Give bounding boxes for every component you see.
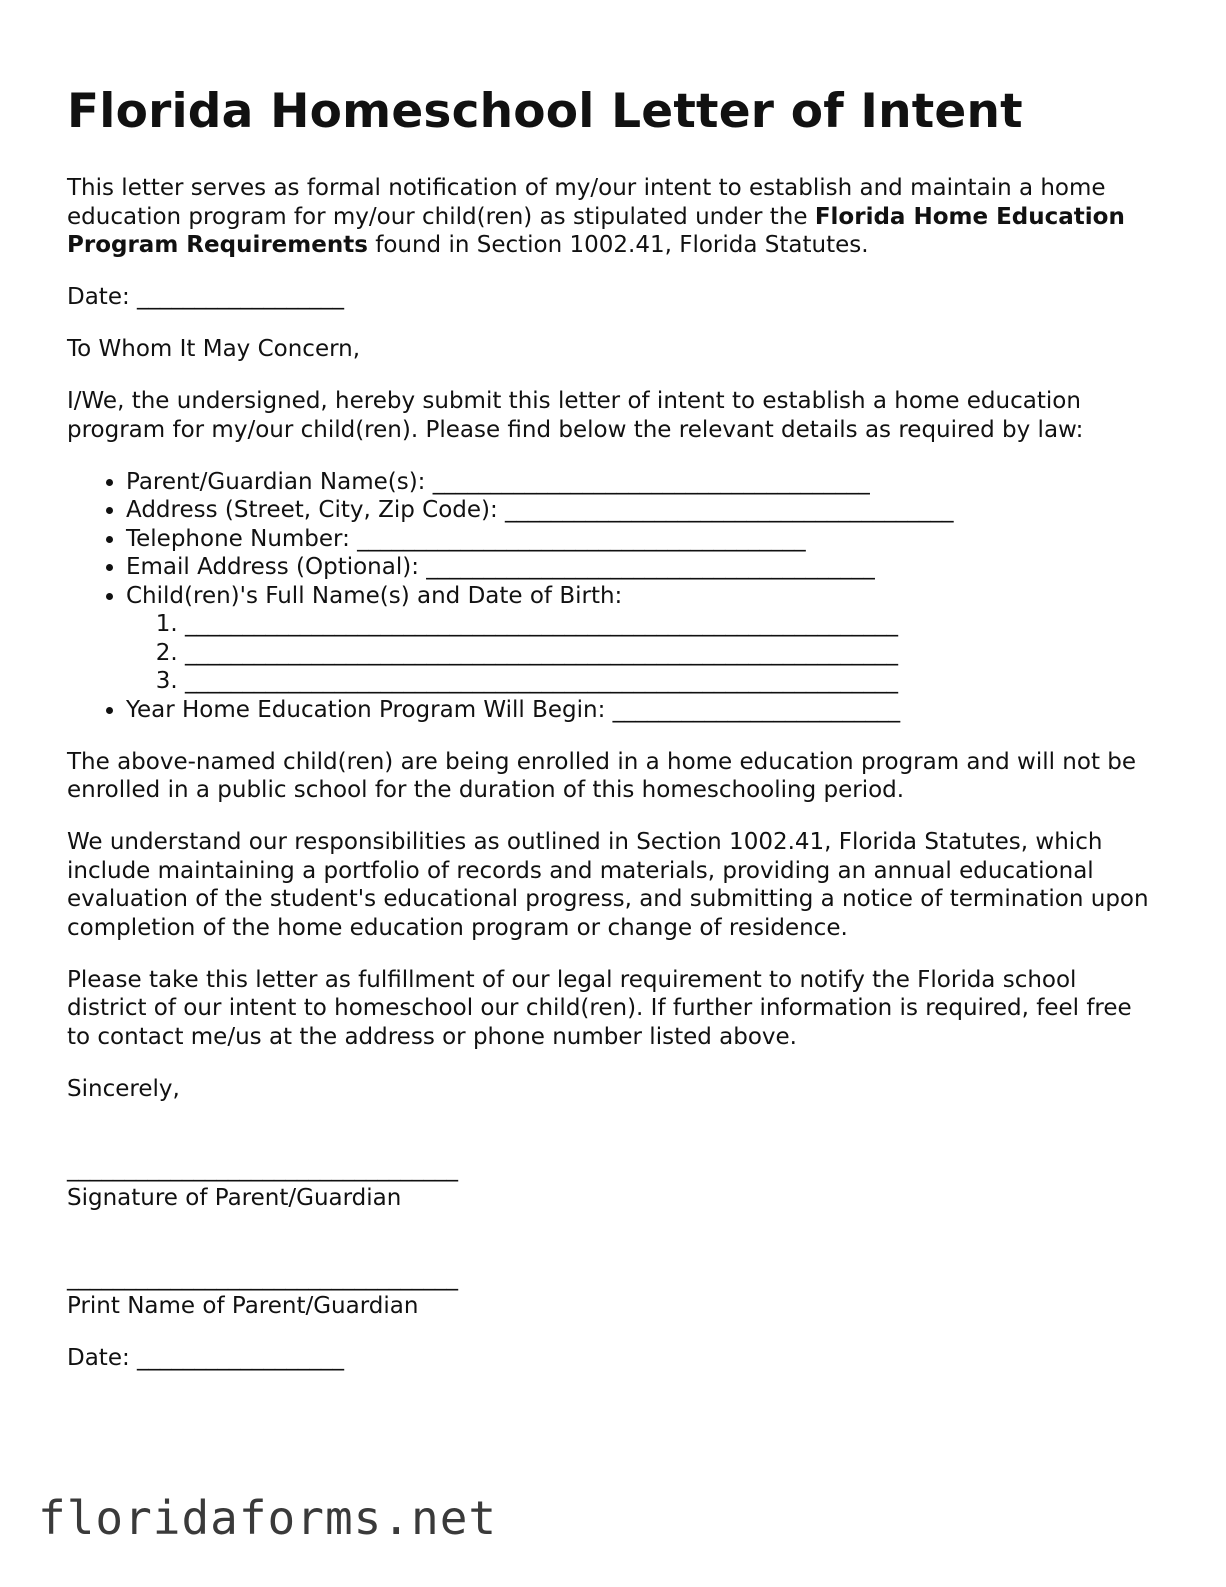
closing: Sincerely,	[67, 1075, 180, 1102]
email-field[interactable]: • Email Address (Optional): _______________________________________	[126, 553, 1159, 582]
page-title: Florida Homeschool Letter of Intent	[67, 84, 1023, 139]
enrollment-paragraph: The above-named child(ren) are being enrolled in a home education program and will not be enrolled in a public school for the duration of this homeschooling period.	[67, 748, 1137, 803]
intro-text-start: This letter serves as formal notification of my/our intent to establish and maintain a home education program for my/our child(ren) as stipulated under the	[67, 175, 1106, 230]
intro-text-end: found in Section 1002.41, Florida Statutes.	[367, 232, 869, 258]
print-name-spacer	[67, 1321, 1159, 1345]
letter-page	[67, 82, 1159, 1373]
signature-line[interactable]: __________________________________	[67, 1156, 458, 1182]
signature-label: Signature of Parent/Guardian	[67, 1184, 402, 1211]
details-list	[67, 468, 1159, 725]
date-field-bottom[interactable]: Date: __________________	[67, 1345, 345, 1371]
children-label: Child(ren)'s Full Name(s) and Date of Birth:	[126, 582, 623, 609]
print-name-line[interactable]: __________________________________	[67, 1264, 458, 1291]
intro-bold-requirements: Florida Home Education Program Requirements	[67, 203, 1125, 258]
submission-paragraph: I/We, the undersigned, hereby submit this letter of intent to establish a home education program for my/our child(ren). Please find below the relevant details as required by law:	[67, 388, 1084, 443]
parent-name-field[interactable]: • Parent/Guardian Name(s): ______________________________________	[126, 468, 1159, 497]
signature-spacer	[67, 1212, 1159, 1236]
fulfillment-paragraph: Please take this letter as fulfillment of our legal requirement to notify the Florida school district of our intent to homeschool our child(ren). If further information is required, feel free to contact me/us at the address or phone number listed above.	[67, 966, 1132, 1050]
print-name-label: Print Name of Parent/Guardian	[67, 1293, 419, 1319]
child-line-3[interactable]: 3. ______________________________________________________________	[185, 667, 1159, 696]
telephone-field[interactable]: • Telephone Number: _______________________________________	[126, 525, 1159, 554]
salutation: To Whom It May Concern,	[67, 336, 361, 362]
year-begin-field[interactable]: • Year Home Education Program Will Begin: _________________________	[126, 696, 1159, 725]
date-field-top[interactable]: Date: __________________	[67, 284, 345, 310]
child-line-1[interactable]: 1. ______________________________________________________________	[185, 610, 1159, 639]
watermark: floridaforms.net	[38, 1491, 498, 1545]
children-list-item	[126, 582, 1159, 696]
address-field[interactable]: • Address (Street, City, Zip Code): _______________________________________	[126, 496, 1159, 525]
intro-paragraph	[67, 174, 1159, 260]
responsibilities-paragraph: We understand our responsibilities as outlined in Section 1002.41, Florida Statutes, which include maintaining a portfolio of records and materials, providing an annual educational evaluation of the student's educational progress, and submitting a notice of termination upon completion of the home education program or change of residence.	[67, 829, 1149, 941]
child-line-2[interactable]: 2. ______________________________________________________________	[185, 639, 1159, 668]
children-lines	[126, 610, 1159, 696]
signature-block	[67, 1155, 1159, 1373]
